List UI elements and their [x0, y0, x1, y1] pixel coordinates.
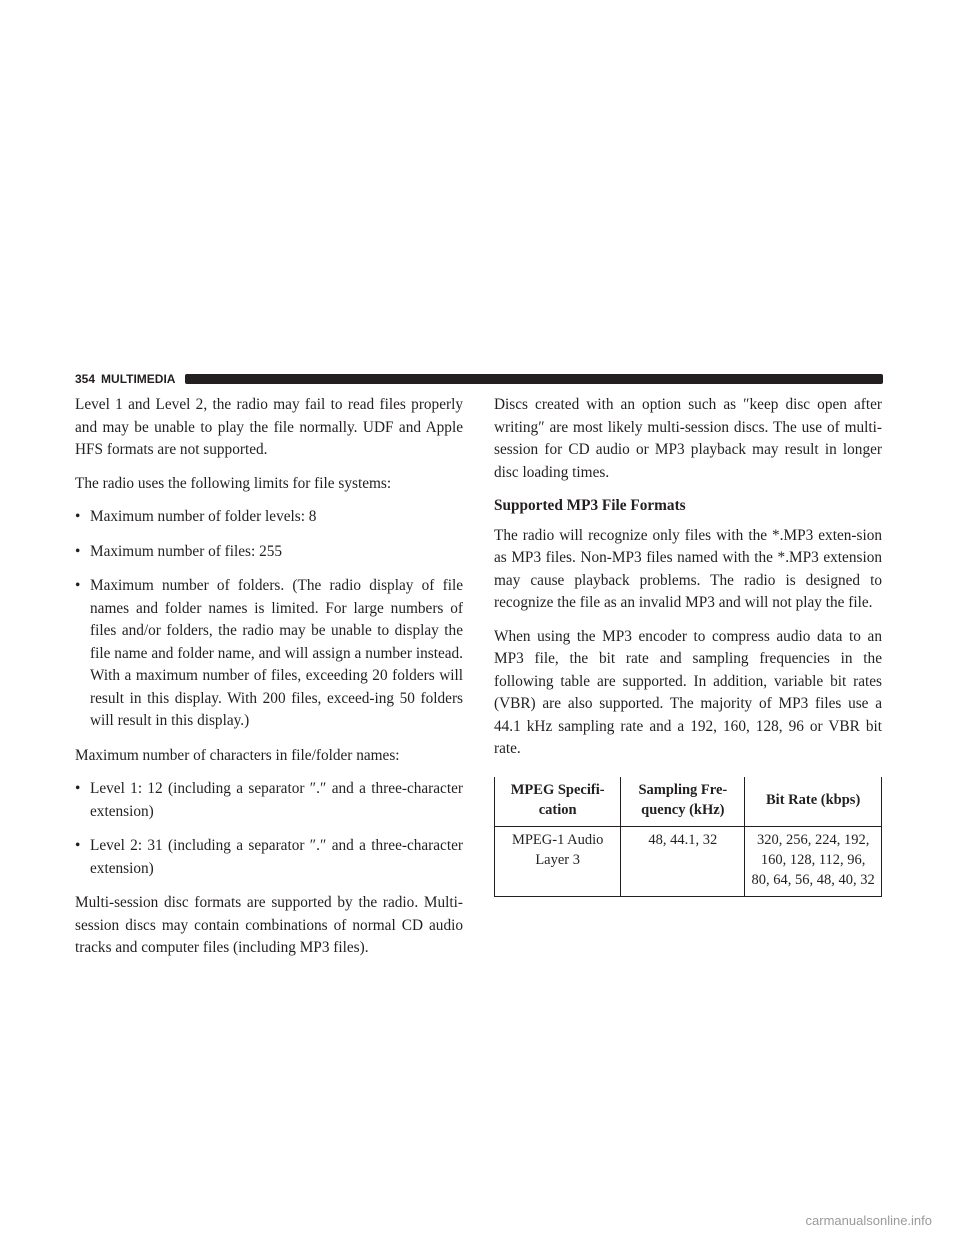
page-number: 354	[75, 372, 96, 386]
table-header-row	[495, 777, 882, 827]
multisession-note: Discs created with an option such as ″keep disc open after writing″ are most likely multi-session discs. The use of multi-session for CD audio or MP3 playback may result in longer disc loading times.	[494, 396, 882, 481]
list-item: • Maximum number of files: 255	[75, 541, 463, 564]
header-bit-rate: Bit Rate (kbps)	[745, 777, 882, 827]
char-limits-list	[75, 778, 463, 880]
cell-sampling-frequency: 48, 44.1, 32	[621, 826, 745, 896]
intro-paragraph: Level 1 and Level 2, the radio may fail to read files properly and may be unable to play the file normally. UDF and Apple HFS formats are not supported.	[75, 396, 463, 458]
list-item: • Maximum number of folder levels: 8	[75, 506, 463, 529]
header-rule	[185, 374, 883, 384]
multisession-paragraph: Multi-session disc formats are supported by the radio. Multi-session discs may contain combinations of normal CD audio tracks and computer files (including MP3 files).	[75, 894, 463, 956]
cell-mpeg-spec: MPEG-1 Audio Layer 3	[495, 826, 621, 896]
file-system-limits-list	[75, 506, 463, 733]
limits-intro: The radio uses the following limits for file systems:	[75, 474, 392, 492]
cell-bit-rate: 320, 256, 224, 192, 160, 128, 112, 96, 80, 64, 56, 48, 40, 32	[745, 826, 882, 896]
header-mpeg-spec: MPEG Specifi-cation	[495, 777, 621, 827]
table-row	[495, 826, 882, 896]
left-column	[75, 394, 463, 971]
right-column	[494, 394, 882, 897]
mp3-recognition-paragraph: The radio will recognize only files with the *.MP3 exten-sion as MP3 files. Non-MP3 files named with the *.MP3 extension may cause playback problems. The radio is designed to recognize the file as an invalid MP3 and will not play the file.	[494, 526, 882, 611]
mp3-encoder-paragraph: When using the MP3 encoder to compress audio data to an MP3 file, the bit rate and sampling frequencies in the following table are supported. In addition, variable bit rates (VBR) are also supported. The majority of MP3 files use a 44.1 kHz sampling rate and a 192, 160, 128, 96 or VBR bit rate.	[494, 627, 882, 757]
mp3-formats-heading: Supported MP3 File Formats	[494, 497, 686, 514]
mp3-spec-table	[494, 777, 882, 897]
page-header	[75, 371, 883, 387]
list-item: • Level 1: 12 (including a separator ″.″ and a three-character extension)	[75, 778, 463, 823]
header-sampling-frequency: Sampling Fre-quency (kHz)	[621, 777, 745, 827]
list-item: • Maximum number of folders. (The radio display of file names and folder names is limited. For large numbers of files and/or folders, the radio may be unable to display the file name and folder name, and will assign a number instead. With a maximum number of files, exceeding 20 folders will result in this display. With 200 files, exceed-ing 50 folders will result in this display.)	[75, 575, 463, 733]
char-limits-intro: Maximum number of characters in file/folder names:	[75, 746, 400, 764]
section-title: MULTIMEDIA	[101, 372, 176, 386]
watermark: carmanualsonline.info	[805, 1213, 932, 1228]
list-item: • Level 2: 31 (including a separator ″.″ and a three-character extension)	[75, 835, 463, 880]
